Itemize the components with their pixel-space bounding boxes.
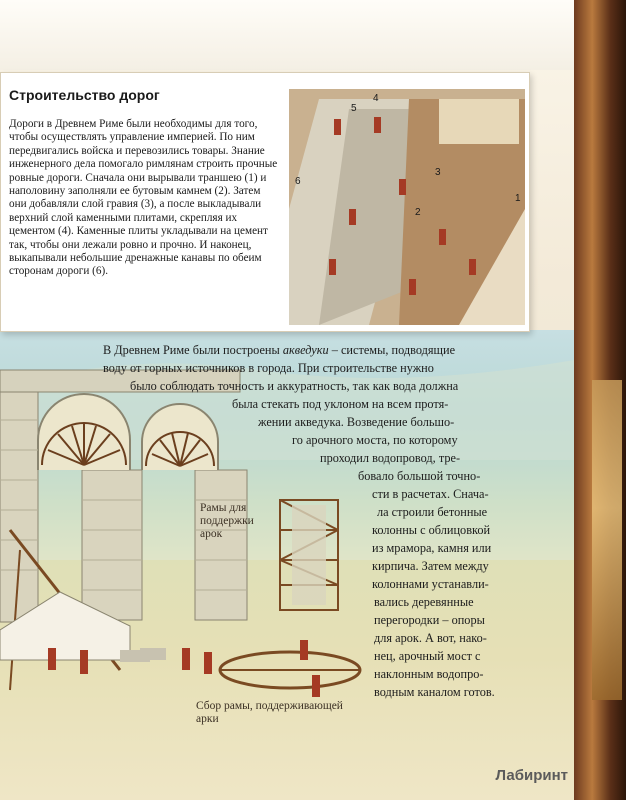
road-construction-illustration — [289, 89, 525, 325]
book-spine-edge — [574, 0, 626, 800]
road-label-6: 6 — [295, 176, 301, 187]
aqueduct-line: проходил водопровод, тре- — [320, 451, 461, 465]
page-top-margin — [0, 0, 626, 70]
aqueduct-line: из мрамора, камня или — [372, 541, 492, 555]
aqueduct-line: колонны с облицовкой — [372, 523, 491, 537]
aqueduct-line: воду от горных источников в города. При строительстве нужно — [103, 361, 434, 375]
aqueduct-line: ла строили бетонные — [377, 505, 488, 519]
aqueduct-line: го арочного моста, по которому — [292, 433, 458, 447]
frame-assembly-caption: Сбор рамы, поддерживающей арки — [196, 700, 343, 725]
road-section-text: Дороги в Древнем Риме были необходимы для того, чтобы осуществлять управление империей. По ним передвигались войска и перевозились товары. Знание инженерного дела помогало римлянам строить прочные ровные дороги. Сначала они вырывали траншею (1) и наполовину заполняли ее бутовым камнем (2). Затем они добавляли слой гравия (3), а после выкладывали верхний слой каменными плитами, скрепляя их цементом (4). Каменные плиты укладывали на цемент так, чтобы они лежали ровно и прочно. И наконец, выкапывали небольшие дренажные канавы по обеим сторонам дороги (6). — [9, 118, 278, 278]
aqueduct-line: сти в расчетах. Снача- — [372, 487, 489, 501]
aqueduct-line: вались деревянные — [374, 595, 474, 609]
aqueduct-line: кирпича. Затем между — [372, 559, 489, 573]
aqueduct-line: нец, арочный мост с — [374, 649, 481, 663]
road-section-title: Строительство дорог — [9, 87, 160, 103]
aqueduct-term: акведуки — [282, 343, 329, 357]
aqueduct-line: перегородки – опоры — [374, 613, 485, 627]
frames-caption: Рамы для поддержки арок — [200, 502, 254, 540]
aqueduct-line: колоннами устанавли- — [372, 577, 489, 591]
aqueduct-line: для арок. А вот, нако- — [374, 631, 487, 645]
road-label-4: 4 — [373, 93, 379, 104]
road-building-panel — [0, 72, 530, 332]
aqueduct-line: была стекать под уклоном на всем протя- — [232, 397, 449, 411]
aqueduct-text — [0, 336, 574, 736]
aqueduct-line: было соблюдать точность и аккуратность, так как вода должна — [130, 379, 459, 393]
aqueduct-line: В Древнем Риме были построены акведуки – системы, подводящие — [103, 343, 456, 357]
road-label-5: 5 — [351, 103, 357, 114]
aqueduct-line: водным каналом готов. — [374, 685, 495, 699]
road-label-2: 2 — [415, 207, 421, 218]
publisher-logo: Лабиринт — [495, 767, 568, 784]
aqueduct-line: бовало большой точно- — [358, 469, 481, 483]
aqueduct-line: наклонным водопро- — [374, 667, 484, 681]
road-label-3: 3 — [435, 167, 441, 178]
road-label-1: 1 — [515, 193, 521, 204]
aqueduct-line: жении акведука. Возведение большо- — [258, 415, 455, 429]
